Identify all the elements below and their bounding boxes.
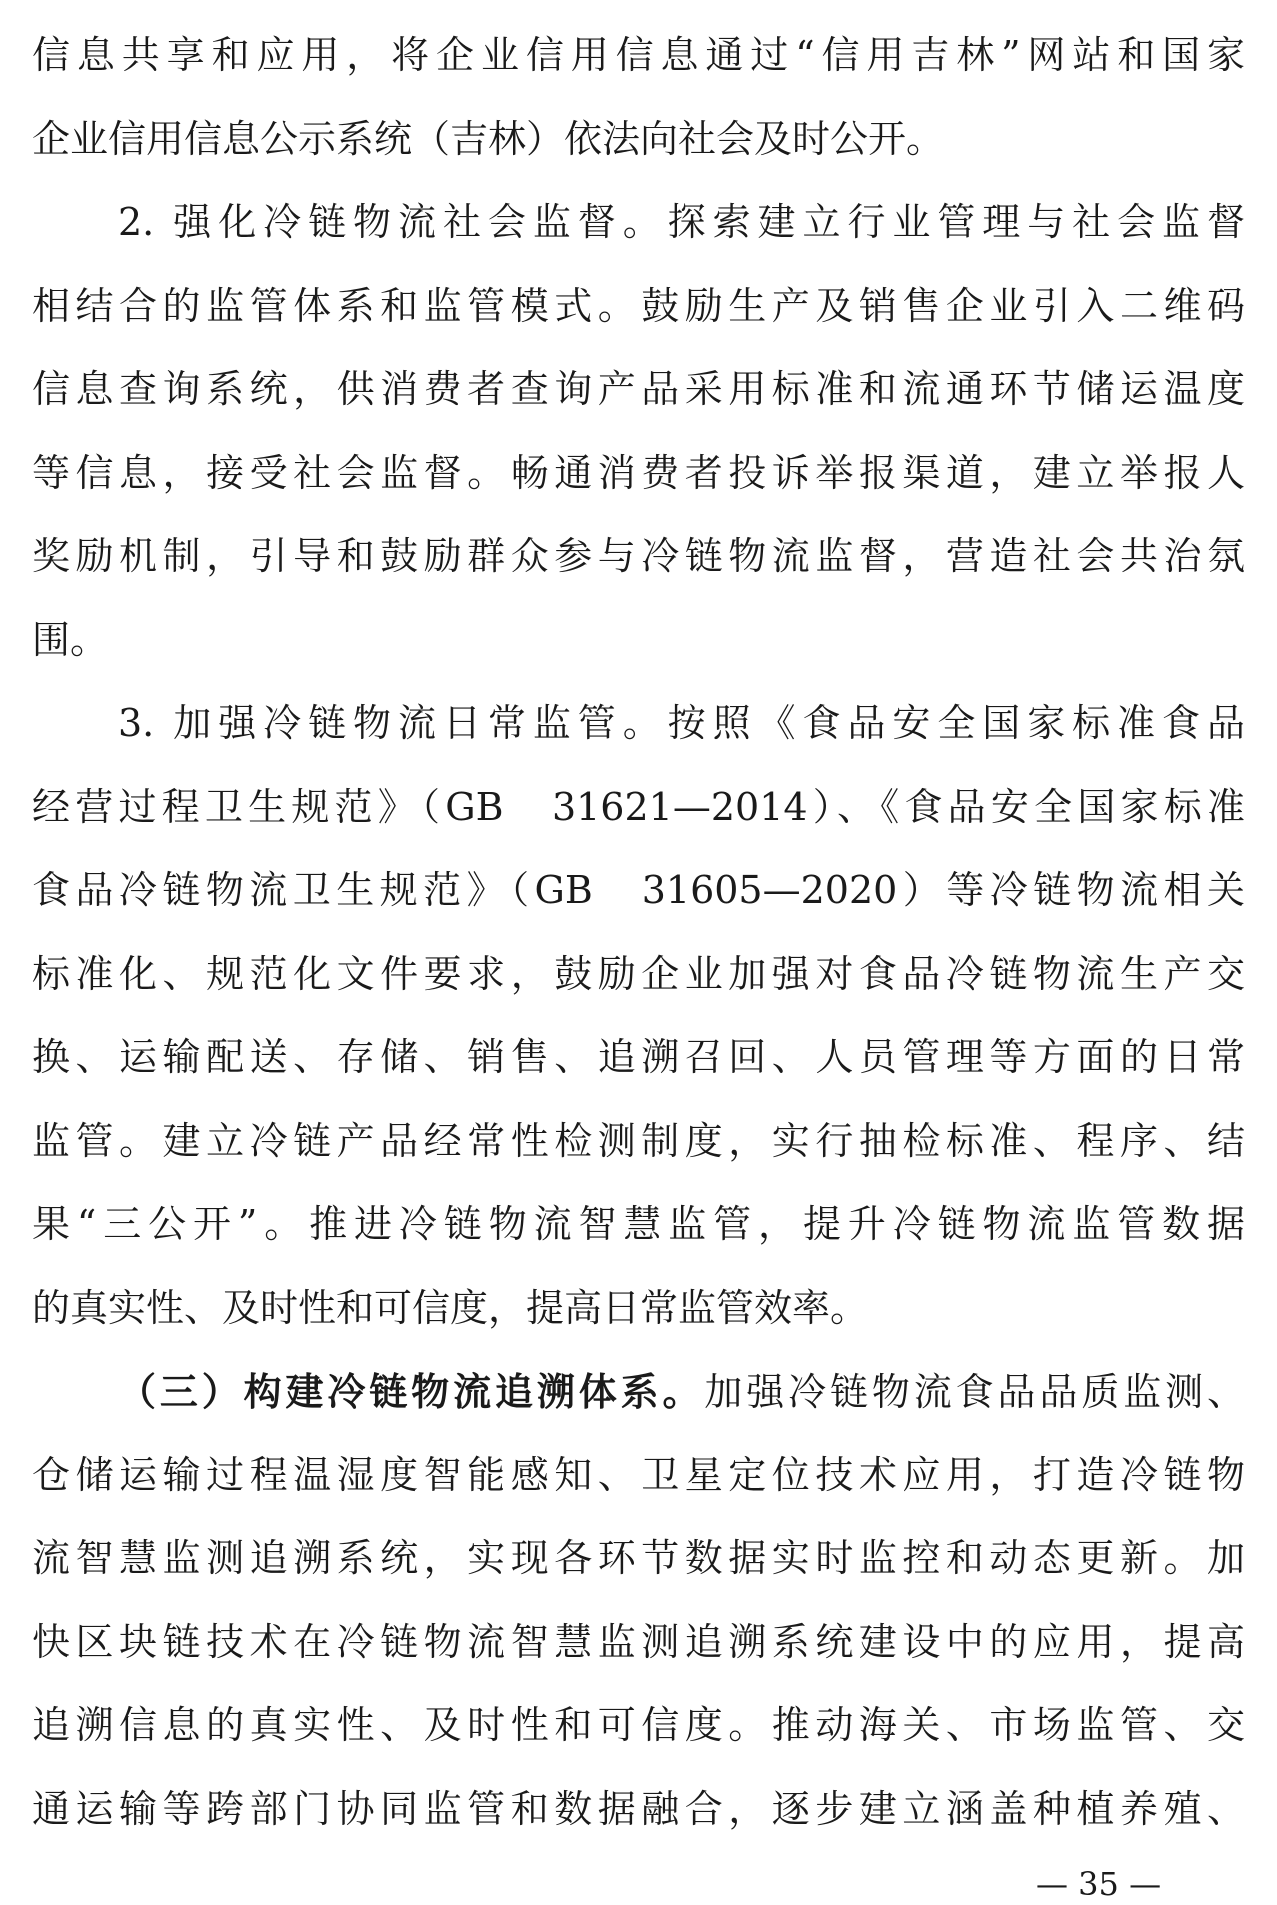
text-line: 等信息，接受社会监督。畅通消费者投诉举报渠道，建立举报人 bbox=[32, 450, 1245, 495]
text-line: 换、运输配送、存储、销售、追溯召回、人员管理等方面的日常 bbox=[32, 1035, 1245, 1079]
text-run: 加强冷链物流食品品质监测、 bbox=[704, 1370, 1245, 1414]
text-line: 流智慧监测追溯系统，实现各环节数据实时监控和动态更新。加 bbox=[32, 1536, 1245, 1580]
page-number: — 35 — bbox=[1036, 1865, 1162, 1903]
text-line: 奖励机制，引导和鼓励群众参与冷链物流监督，营造社会共治氛 bbox=[32, 534, 1245, 578]
text-line: 信息共享和应用，将企业信用信息通过“信用吉林”网站和国家 bbox=[32, 33, 1245, 77]
text-line: 快区块链技术在冷链物流智慧监测追溯系统建设中的应用，提高 bbox=[32, 1619, 1245, 1664]
text-line: 企业信用信息公示系统（吉林）依法向社会及时公开。 bbox=[32, 116, 945, 161]
text-line: 的真实性、及时性和可信度，提高日常监管效率。 bbox=[32, 1285, 869, 1330]
paragraph-heading-3: 3. 加强冷链物流日常监管。按照《食品安全国家标准食品 bbox=[118, 701, 1245, 745]
paragraph-heading-2: 2. 强化冷链物流社会监督。探索建立行业管理与社会监督 bbox=[118, 200, 1245, 244]
text-line: 仓储运输过程温湿度智能感知、卫星定位技术应用，打造冷链物 bbox=[32, 1452, 1245, 1497]
text-line: 通运输等跨部门协同监管和数据融合，逐步建立涵盖种植养殖、 bbox=[32, 1786, 1245, 1831]
text-line: 信息查询系统，供消费者查询产品采用标准和流通环节储运温度 bbox=[32, 367, 1245, 411]
text-line: 围。 bbox=[32, 617, 109, 662]
body-text bbox=[32, 14, 1245, 1851]
text-line: 经营过程卫生规范》（GB 31621—2014）、《食品安全国家标准 bbox=[32, 784, 1245, 829]
text-line: 食品冷链物流卫生规范》（GB 31605—2020）等冷链物流相关 bbox=[32, 868, 1245, 912]
section-heading-3: （三）构建冷链物流追溯体系。 bbox=[118, 1369, 705, 1414]
section-paragraph-3 bbox=[32, 1350, 1245, 1434]
text-line: 监管。建立冷链产品经常性检测制度，实行抽检标准、程序、结 bbox=[32, 1118, 1245, 1163]
text-line: 果“三公开”。推进冷链物流智慧监管，提升冷链物流监管数据 bbox=[32, 1202, 1245, 1246]
text-line: 标准化、规范化文件要求，鼓励企业加强对食品冷链物流生产交 bbox=[32, 951, 1245, 996]
text-line: 相结合的监管体系和监管模式。鼓励生产及销售企业引入二维码 bbox=[32, 283, 1245, 328]
text-line: 追溯信息的真实性、及时性和可信度。推动海关、市场监管、交 bbox=[32, 1703, 1245, 1747]
